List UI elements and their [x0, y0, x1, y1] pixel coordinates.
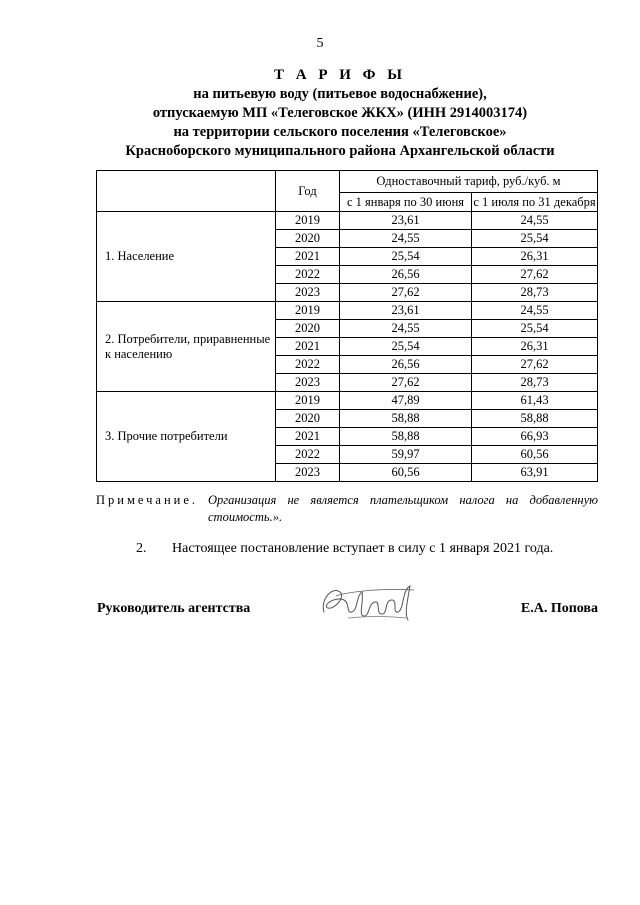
- tariff-period-1-cell: 58,88: [340, 410, 472, 428]
- tariff-period-2-cell: 58,88: [472, 410, 598, 428]
- tariff-period-1-cell: 59,97: [340, 446, 472, 464]
- year-cell: 2023: [276, 374, 340, 392]
- year-cell: 2019: [276, 212, 340, 230]
- signature-icon: [318, 578, 422, 626]
- header-year: Год: [276, 171, 340, 212]
- tariff-period-1-cell: 26,56: [340, 266, 472, 284]
- title-main: Т А Р И Ф Ы: [273, 67, 407, 83]
- tariff-period-2-cell: 61,43: [472, 392, 598, 410]
- year-cell: 2022: [276, 446, 340, 464]
- tariff-period-1-cell: 24,55: [340, 320, 472, 338]
- year-cell: 2023: [276, 284, 340, 302]
- tariff-period-1-cell: 25,54: [340, 338, 472, 356]
- paragraph-number: 2.: [136, 541, 147, 556]
- tariff-period-2-cell: 66,93: [472, 428, 598, 446]
- tariff-period-1-cell: 47,89: [340, 392, 472, 410]
- table-row: [97, 302, 598, 320]
- tariff-period-2-cell: 26,31: [472, 248, 598, 266]
- tariff-period-1-cell: 25,54: [340, 248, 472, 266]
- tariff-period-2-cell: 63,91: [472, 464, 598, 482]
- tariff-period-1-cell: 23,61: [340, 212, 472, 230]
- year-cell: 2022: [276, 356, 340, 374]
- tariff-period-1-cell: 58,88: [340, 428, 472, 446]
- year-cell: 2019: [276, 392, 340, 410]
- note-text: Организация не является плательщиком налога на добавленную стоимость.».: [208, 493, 598, 524]
- signer-name: Е.А. Попова: [520, 601, 598, 616]
- tariff-period-2-cell: 60,56: [472, 446, 598, 464]
- page-number: 5: [316, 36, 324, 51]
- table-body: [97, 212, 598, 482]
- paragraph-text: Настоящее постановление вступает в силу с 1 января 2021 года.: [172, 541, 554, 556]
- tariff-period-2-cell: 25,54: [472, 230, 598, 248]
- tariff-period-2-cell: 27,62: [472, 266, 598, 284]
- tariff-period-2-cell: 28,73: [472, 374, 598, 392]
- tariff-period-2-cell: 26,31: [472, 338, 598, 356]
- year-cell: 2020: [276, 410, 340, 428]
- tariff-period-1-cell: 27,62: [340, 284, 472, 302]
- paragraph: [136, 541, 606, 557]
- table-row: [97, 212, 598, 230]
- title-line-4: на территории сельского поселения «Телеговское»: [173, 124, 507, 140]
- tariff-period-2-cell: 25,54: [472, 320, 598, 338]
- note: [96, 492, 598, 526]
- year-cell: 2019: [276, 302, 340, 320]
- year-cell: 2022: [276, 266, 340, 284]
- year-cell: 2020: [276, 320, 340, 338]
- year-cell: 2021: [276, 248, 340, 266]
- header-period-2: с 1 июля по 31 декабря: [472, 193, 598, 212]
- tariff-period-1-cell: 27,62: [340, 374, 472, 392]
- year-cell: 2023: [276, 464, 340, 482]
- signer-position: Руководитель агентства: [97, 601, 251, 616]
- document-title: [90, 66, 590, 161]
- year-cell: 2020: [276, 230, 340, 248]
- category-cell: 3. Прочие потребители: [97, 392, 276, 482]
- tariff-period-2-cell: 24,55: [472, 302, 598, 320]
- tariff-period-2-cell: 24,55: [472, 212, 598, 230]
- header-period-1: с 1 января по 30 июня: [340, 193, 472, 212]
- category-cell: 2. Потребители, приравненные к населению: [97, 302, 276, 392]
- table-row: [97, 392, 598, 410]
- category-cell: 1. Население: [97, 212, 276, 302]
- tariff-period-2-cell: 27,62: [472, 356, 598, 374]
- header-tariff: Одноставочный тариф, руб./куб. м: [340, 171, 598, 193]
- tariff-period-1-cell: 23,61: [340, 302, 472, 320]
- title-line-3: отпускаемую МП «Телеговское ЖКХ» (ИНН 2914003174): [152, 105, 528, 121]
- year-cell: 2021: [276, 338, 340, 356]
- note-label: Примечание.: [96, 493, 199, 507]
- title-line-2: на питьевую воду (питьевое водоснабжение),: [193, 86, 487, 102]
- tariffs-table: [96, 170, 598, 482]
- header-category: [97, 171, 276, 212]
- tariff-period-1-cell: 26,56: [340, 356, 472, 374]
- year-cell: 2021: [276, 428, 340, 446]
- tariff-period-2-cell: 28,73: [472, 284, 598, 302]
- tariff-period-1-cell: 60,56: [340, 464, 472, 482]
- title-line-5: Красноборского муниципального района Архангельской области: [125, 143, 555, 159]
- tariff-period-1-cell: 24,55: [340, 230, 472, 248]
